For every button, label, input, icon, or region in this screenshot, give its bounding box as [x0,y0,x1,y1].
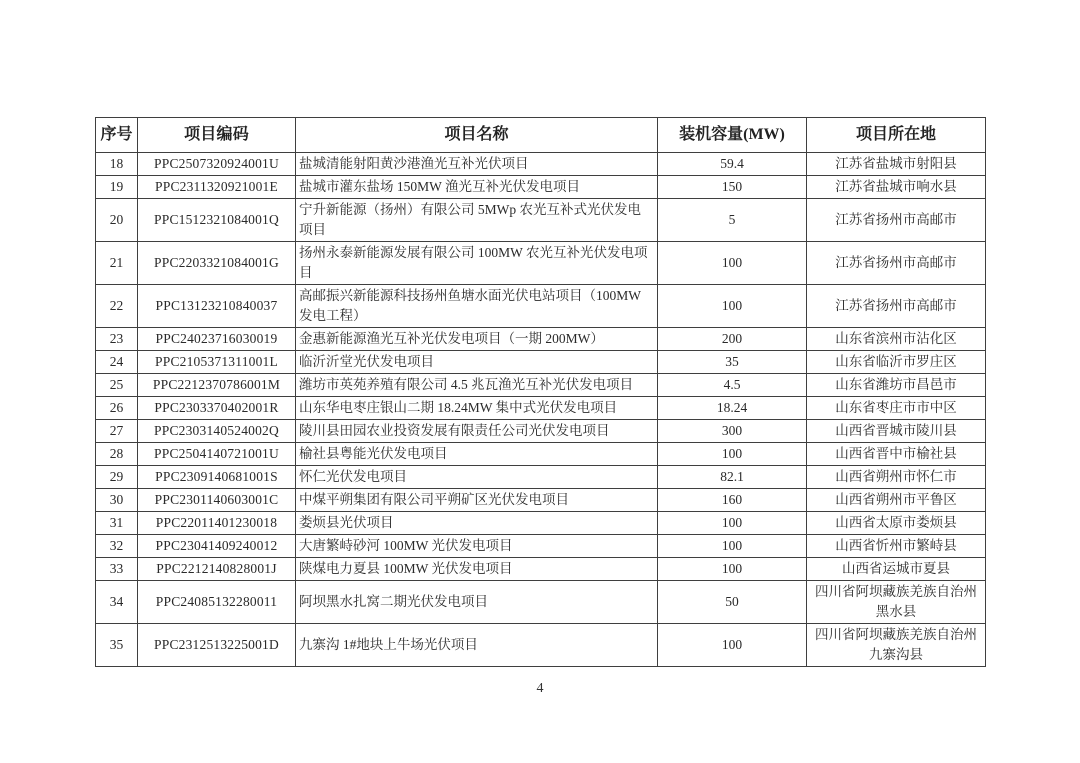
cell-code: PPC2507320924001U [138,153,296,176]
cell-location: 山东省临沂市罗庄区 [807,351,986,374]
cell-name: 娄烦县光伏项目 [296,512,658,535]
cell-location: 山东省潍坊市昌邑市 [807,374,986,397]
cell-code: PPC22011401230018 [138,512,296,535]
cell-capacity: 300 [658,420,807,443]
cell-name: 榆社县粤能光伏发电项目 [296,443,658,466]
cell-location: 江苏省盐城市射阳县 [807,153,986,176]
cell-code: PPC2312513225001D [138,624,296,667]
cell-location: 四川省阿坝藏族羌族自治州黑水县 [807,581,986,624]
cell-location: 江苏省扬州市高邮市 [807,285,986,328]
table-row [96,153,986,176]
cell-index: 21 [96,242,138,285]
cell-code: PPC2504140721001U [138,443,296,466]
table-row [96,397,986,420]
cell-index: 32 [96,535,138,558]
table-row [96,328,986,351]
cell-location: 江苏省扬州市高邮市 [807,242,986,285]
cell-capacity: 100 [658,558,807,581]
cell-index: 34 [96,581,138,624]
cell-capacity: 4.5 [658,374,807,397]
cell-name: 陕煤电力夏县 100MW 光伏发电项目 [296,558,658,581]
cell-index: 23 [96,328,138,351]
cell-capacity: 100 [658,285,807,328]
cell-index: 20 [96,199,138,242]
column-header-location: 项目所在地 [807,118,986,153]
cell-index: 35 [96,624,138,667]
cell-location: 山西省晋城市陵川县 [807,420,986,443]
cell-location: 江苏省扬州市高邮市 [807,199,986,242]
cell-name: 陵川县田园农业投资发展有限责任公司光伏发电项目 [296,420,658,443]
cell-code: PPC2303140524002Q [138,420,296,443]
page-number: 4 [536,681,544,696]
cell-index: 33 [96,558,138,581]
cell-name: 盐城市灌东盐场 150MW 渔光互补光伏发电项目 [296,176,658,199]
table-header-row [96,118,986,153]
cell-location: 山东省枣庄市市中区 [807,397,986,420]
table-row [96,242,986,285]
cell-index: 24 [96,351,138,374]
cell-capacity: 100 [658,624,807,667]
table-row [96,285,986,328]
cell-code: PPC24023716030019 [138,328,296,351]
cell-code: PPC2105371311001L [138,351,296,374]
cell-name: 临沂沂堂光伏发电项目 [296,351,658,374]
table-row [96,512,986,535]
cell-capacity: 35 [658,351,807,374]
cell-location: 四川省阿坝藏族羌族自治州九寨沟县 [807,624,986,667]
cell-location: 山西省太原市娄烦县 [807,512,986,535]
column-header-name: 项目名称 [296,118,658,153]
cell-index: 30 [96,489,138,512]
cell-name: 中煤平朔集团有限公司平朔矿区光伏发电项目 [296,489,658,512]
cell-index: 22 [96,285,138,328]
cell-index: 27 [96,420,138,443]
cell-code: PPC2203321084001G [138,242,296,285]
table-row [96,351,986,374]
cell-code: PPC1512321084001Q [138,199,296,242]
projects-table [95,117,986,667]
cell-location: 江苏省盐城市响水县 [807,176,986,199]
cell-capacity: 160 [658,489,807,512]
cell-name: 阿坝黑水扎窝二期光伏发电项目 [296,581,658,624]
table-row [96,176,986,199]
cell-capacity: 200 [658,328,807,351]
cell-name: 金惠新能源渔光互补光伏发电项目（一期 200MW） [296,328,658,351]
cell-capacity: 50 [658,581,807,624]
column-header-capacity: 装机容量(MW) [658,118,807,153]
cell-name: 山东华电枣庄银山二期 18.24MW 集中式光伏发电项目 [296,397,658,420]
cell-location: 山东省滨州市沾化区 [807,328,986,351]
cell-name: 潍坊市英苑养殖有限公司 4.5 兆瓦渔光互补光伏发电项目 [296,374,658,397]
cell-code: PPC23041409240012 [138,535,296,558]
cell-capacity: 5 [658,199,807,242]
cell-index: 28 [96,443,138,466]
cell-code: PPC2301140603001C [138,489,296,512]
cell-index: 25 [96,374,138,397]
cell-name: 高邮振兴新能源科技扬州鱼塘水面光伏电站项目（100MW 发电工程） [296,285,658,328]
cell-name: 扬州永泰新能源发展有限公司 100MW 农光互补光伏发电项目 [296,242,658,285]
cell-capacity: 59.4 [658,153,807,176]
cell-code: PPC2311320921001E [138,176,296,199]
table-row [96,535,986,558]
cell-capacity: 100 [658,443,807,466]
cell-capacity: 100 [658,512,807,535]
cell-index: 29 [96,466,138,489]
cell-capacity: 18.24 [658,397,807,420]
cell-capacity: 150 [658,176,807,199]
cell-location: 山西省朔州市怀仁市 [807,466,986,489]
cell-location: 山西省晋中市榆社县 [807,443,986,466]
table-row [96,558,986,581]
table-row [96,374,986,397]
cell-capacity: 100 [658,535,807,558]
table-row [96,624,986,667]
table-row [96,420,986,443]
cell-index: 26 [96,397,138,420]
cell-location: 山西省运城市夏县 [807,558,986,581]
cell-code: PPC2212370786001M [138,374,296,397]
cell-name: 怀仁光伏发电项目 [296,466,658,489]
table-row [96,489,986,512]
column-header-code: 项目编码 [138,118,296,153]
cell-index: 31 [96,512,138,535]
table-row [96,443,986,466]
cell-index: 19 [96,176,138,199]
table-row [96,466,986,489]
cell-index: 18 [96,153,138,176]
cell-code: PPC24085132280011 [138,581,296,624]
cell-name: 九寨沟 1#地块上牛场光伏项目 [296,624,658,667]
cell-code: PPC2309140681001S [138,466,296,489]
cell-code: PPC2303370402001R [138,397,296,420]
cell-name: 盐城清能射阳黄沙港渔光互补光伏项目 [296,153,658,176]
table-row [96,199,986,242]
cell-code: PPC2212140828001J [138,558,296,581]
cell-location: 山西省忻州市繁峙县 [807,535,986,558]
cell-code: PPC13123210840037 [138,285,296,328]
cell-capacity: 100 [658,242,807,285]
cell-location: 山西省朔州市平鲁区 [807,489,986,512]
table-row [96,581,986,624]
cell-name: 宁升新能源（扬州）有限公司 5MWp 农光互补式光伏发电项目 [296,199,658,242]
cell-capacity: 82.1 [658,466,807,489]
cell-name: 大唐繁峙砂河 100MW 光伏发电项目 [296,535,658,558]
column-header-index: 序号 [96,118,138,153]
